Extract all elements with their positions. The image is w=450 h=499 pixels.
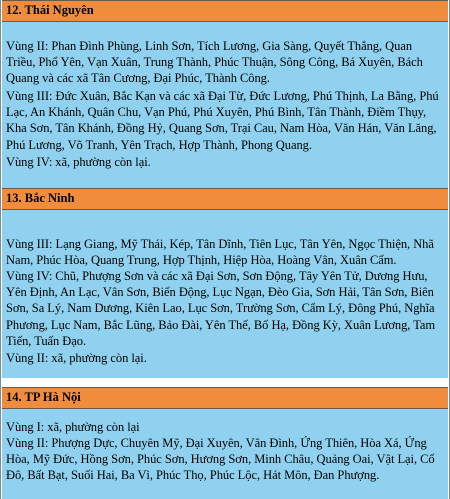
paragraph-zone-3: Vùng III: Lạng Giang, Mỹ Thái, Kép, Tân Dĩnh, Tiên Lục, Tân Yên, Ngọc Thiện, Nhã Nam, Phúc Hòa, Quang Trung, Hợp Thịnh, Hiệp Hòa, Hoàng Vân, Xuân Cẩm. [6,237,434,268]
paragraph-zone-3: Vùng III: Đức Xuân, Bắc Kạn và các xã Đại Từ, Đức Lương, Phú Thịnh, La Bằng, Phú Lạc, An Khánh, Quân Chu, Vạn Phú, Phú Xuyên, Phú Bình, Tân Thành, Điềm Thụy, Kha Sơn, Tân Khánh, Đồng Hỷ, Quang Sơn, Trại Cau, Nam Hòa, Văn Hán, Văn Lăng, Phú Lương, Võ Tranh, Yên Trạch, Hợp Thành, Phong Quang. [6,89,439,152]
section-body-thai-nguyen [2,22,448,188]
section-header-ha-noi [2,387,448,409]
section-title: 12. Thái Nguyên [6,3,94,17]
paragraph-zone-4: Vùng IV: xã, phường còn lại. [6,155,151,169]
section-body-bac-ninh [2,210,448,378]
section-title: 13. Bắc Ninh [6,191,75,205]
paragraph-zone-2: Vùng II: Phượng Dực, Chuyên Mỹ, Đại Xuyên, Vân Đình, Ứng Thiên, Hòa Xá, Ứng Hòa, Mỹ Đức, Hồng Sơn, Phúc Sơn, Hương Sơn, Minh Châu, Quảng Oai, Vật Lại, Cổ Đô, Bất Bạt, Suối Hai, Ba Vì, Phúc Thọ, Phúc Lộc, Hát Môn, Đan Phượng. [6,436,435,483]
paragraph-zone-4: Vùng IV: Chũ, Phượng Sơn và các xã Đại Sơn, Sơn Động, Tây Yên Tử, Dương Hưu, Yên Định, An Lạc, Vân Sơn, Biển Động, Lục Ngạn, Đèo Gia, Sơn Hải, Tân Sơn, Biên Sơn, Sa Lý, Nam Dương, Kiên Lao, Lục Sơn, Trường Sơn, Cẩm Lý, Đông Phú, Nghĩa Phương, Lục Nam, Bắc Lũng, Bảo Đài, Yên Thế, Bố Hạ, Đồng Kỳ, Xuân Lương, Tam Tiến, Tuấn Đạo. [6,269,436,348]
paragraph-zone-2: Vùng II: xã, phường còn lại. [6,351,147,365]
paragraph-zone-2: Vùng II: Phan Đình Phùng, Linh Sơn, Tích Lương, Gia Sàng, Quyết Thắng, Quan Triều, Phổ Yên, Vạn Xuân, Trung Thành, Phúc Thuận, Sông Công, Bá Xuyên, Bách Quang và các xã Tân Cương, Đại Phúc, Thành Công. [6,39,423,86]
section-title: 14. TP Hà Nội [6,390,81,404]
section-header-thai-nguyen [2,0,448,22]
section-header-bac-ninh [2,188,448,210]
paragraph-zone-1: Vùng I: xã, phường còn lại [6,420,140,434]
section-body-ha-noi [2,409,448,499]
